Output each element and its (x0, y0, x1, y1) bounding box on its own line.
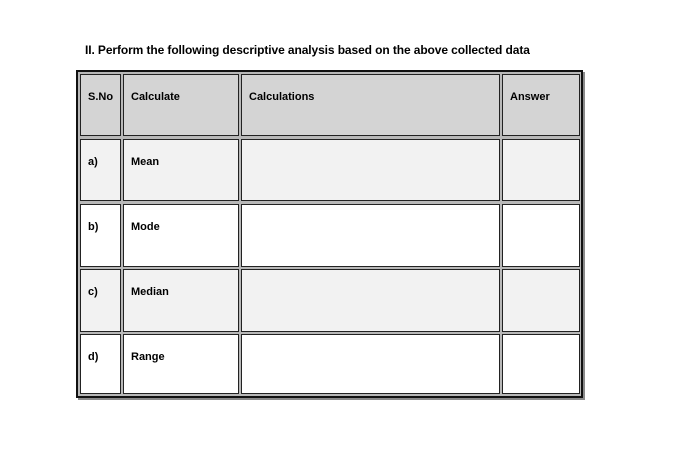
row-calculate: Mode (123, 204, 239, 267)
row-calculations-field[interactable] (241, 139, 500, 201)
row-calculations-field[interactable] (241, 334, 500, 394)
row-answer-field[interactable] (502, 204, 580, 267)
section-heading: II. Perform the following descriptive analysis based on the above collected data (85, 43, 530, 57)
row-sno: c) (80, 269, 121, 332)
header-calculate: Calculate (123, 74, 239, 136)
row-calculate: Mean (123, 139, 239, 201)
row-sno: d) (80, 334, 121, 394)
analysis-table (76, 70, 583, 398)
row-calculate: Range (123, 334, 239, 394)
row-calculations-field[interactable] (241, 204, 500, 267)
header-sno: S.No (80, 74, 121, 136)
header-answer: Answer (502, 74, 580, 136)
row-sno: b) (80, 204, 121, 267)
row-calculations-field[interactable] (241, 269, 500, 332)
row-calculate: Median (123, 269, 239, 332)
row-answer-field[interactable] (502, 139, 580, 201)
row-answer-field[interactable] (502, 334, 580, 394)
header-calculations: Calculations (241, 74, 500, 136)
row-sno: a) (80, 139, 121, 201)
row-answer-field[interactable] (502, 269, 580, 332)
